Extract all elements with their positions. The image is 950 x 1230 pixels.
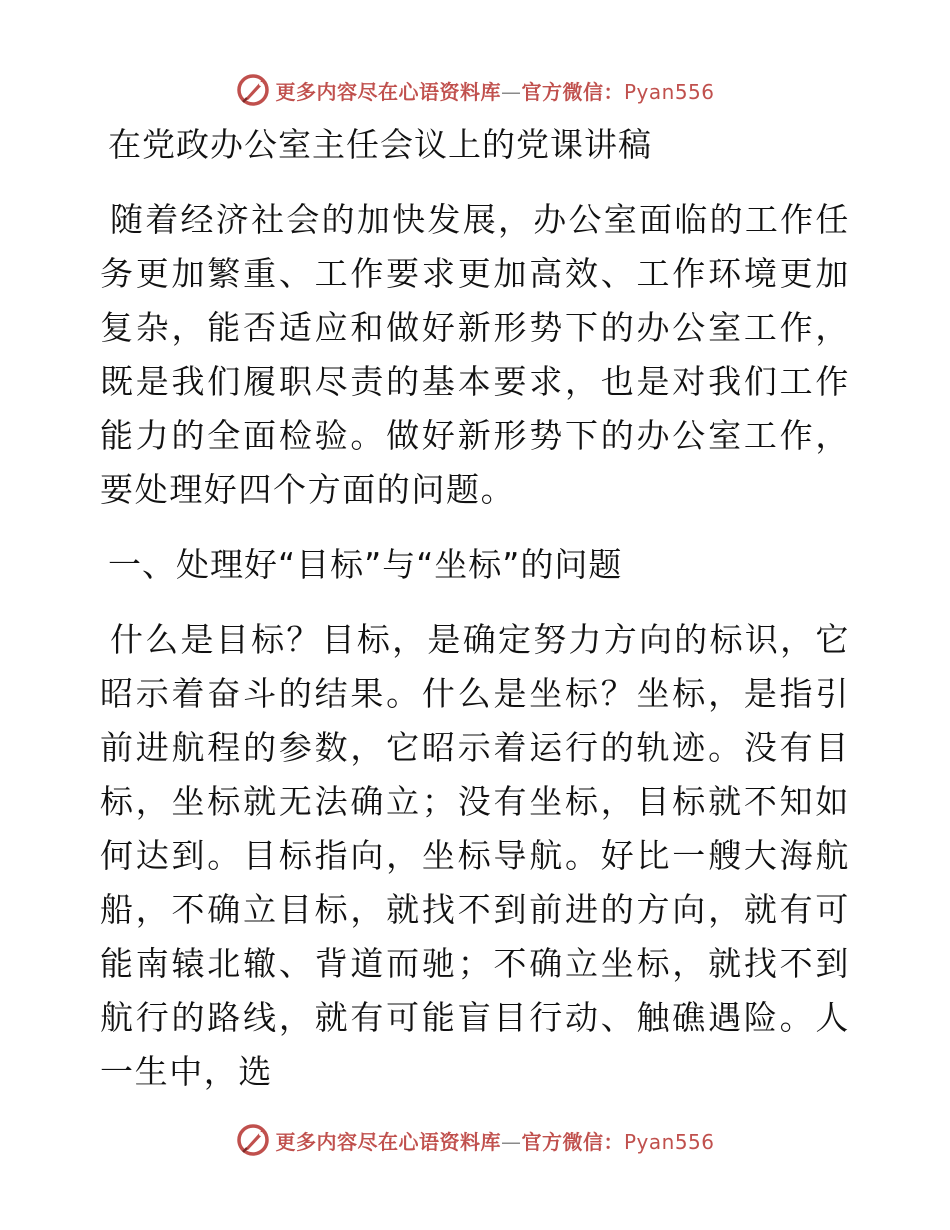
watermark-banner-bottom xyxy=(0,1118,950,1162)
section-body-text: 什么是目标？目标，是确定努力方向的标识，它昭示着奋斗的结果。什么是坐标？坐标，是指引前进航程的参数，它昭示着运行的轨迹。没有目标，坐标就无法确立；没有坐标，目标就不知如何达到。目标指向，坐标导航。好比一艘大海航船，不确立目标，就找不到前进的方向，就有可能南辕北辙、背道而驰；不确立坐标，就找不到航行的路线，就有可能盲目行动、触礁遇险。人一生中，选 xyxy=(100,620,850,1091)
watermark-site-name: 更多内容尽在心语资料库 xyxy=(275,1129,501,1154)
watermark-site-name: 更多内容尽在心语资料库 xyxy=(275,79,501,104)
watermark-wechat-account: Pyan556 xyxy=(623,1129,715,1154)
document-body xyxy=(100,118,850,1120)
intro-text: 随着经济社会的加快发展，办公室面临的工作任务更加繁重、工作要求更加高效、工作环境更加复杂，能否适应和做好新形势下的办公室工作，既是我们履职尽责的基本要求，也是对我们工作能力的全面检验。做好新形势下的办公室工作，要处理好四个方面的问题。 xyxy=(100,200,850,509)
quill-logo-icon xyxy=(235,72,271,108)
intro-paragraph xyxy=(100,193,850,517)
section-body-paragraph xyxy=(100,613,850,1099)
watermark-banner-top xyxy=(0,68,950,112)
watermark-text xyxy=(275,1126,714,1155)
watermark-wechat-label: 官方微信： xyxy=(521,79,624,104)
quill-logo-icon xyxy=(235,1122,271,1158)
watermark-wechat-label: 官方微信： xyxy=(521,1129,624,1154)
watermark-wechat-account: Pyan556 xyxy=(623,79,715,104)
watermark-dash: — xyxy=(500,79,522,104)
watermark-text xyxy=(275,76,714,105)
document-title: 在党政办公室主任会议上的党课讲稿 xyxy=(108,125,652,164)
section-heading: 一、处理好“目标”与“坐标”的问题 xyxy=(108,545,623,584)
watermark-dash: — xyxy=(500,1129,522,1154)
